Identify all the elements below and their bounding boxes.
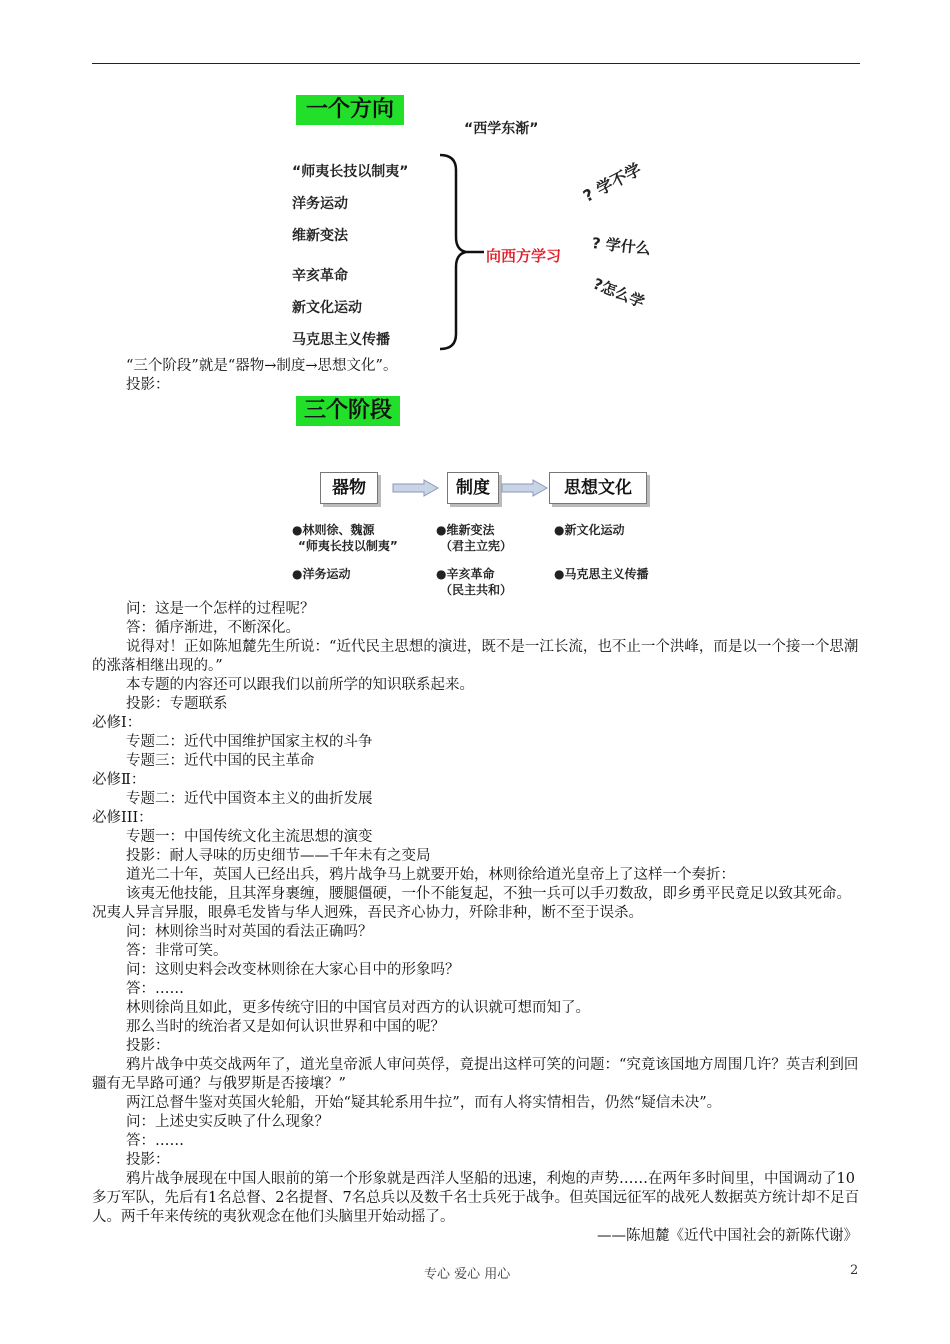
left-item: 辛亥革命 [292,268,348,284]
paragraph: 答：循序渐进，不断深化。 [126,620,300,636]
left-item: 维新变法 [292,228,348,244]
paragraph: 投影：耐人寻味的历史细节——千年未有之变局 [126,848,431,864]
left-item: 马克思主义传播 [292,332,390,348]
diagram1-title: 一个方向 [296,95,404,125]
paragraph: 道光二十年，英国人已经出兵，鸦片战争马上就要开始，林则徐给道光皇帝上了这样一个奏折： [126,867,735,883]
paragraph: 专题二：近代中国资本主义的曲折发展 [126,791,373,807]
paragraph: 问：这则史料会改变林则徐在大家心目中的形象吗？ [126,962,460,978]
left-item: 洋务运动 [292,196,348,212]
question-label: ?怎么学 [590,274,647,312]
paragraph: 本专题的内容还可以跟我们以前所学的知识联系起来。 [126,677,474,693]
paragraph: 投影： [126,1038,170,1054]
paragraph: 专题一：中国传统文化主流思想的演变 [126,829,373,845]
paragraph: 答：…… [126,981,184,997]
paragraph: 投影：专题联系 [126,696,228,712]
paragraph: 两江总督牛鉴对英国火轮船，开始“疑其轮系用牛拉”，而有人将实情相告，仍然“疑信未决”。 [126,1095,722,1111]
paragraph: 鸦片战争中英交战两年了，道光皇帝派人审问英俘，竟提出这样可笑的问题：“究竟该国地方周围几许？英吉利到回疆有无旱路可通？与俄罗斯是否接壤？” [92,1057,859,1092]
paragraph: 林则徐尚且如此，更多传统守旧的中国官员对西方的认识就可想而知了。 [126,1000,590,1016]
brace-icon [436,152,486,352]
page-number: 2 [850,1263,859,1278]
paragraph: 专题二：近代中国维护国家主权的斗争 [126,734,373,750]
paragraph: 问：这是一个怎样的过程呢？ [126,601,315,617]
stage-item: “师夷长技以制夷” [298,539,398,553]
stage-item: ●维新变法 [436,523,495,537]
paragraph: 问：上述史实反映了什么现象？ [126,1114,329,1130]
paragraph: 投影： [126,377,170,393]
arrow-right-icon [501,479,549,497]
stage-box: 思想文化 [549,472,647,504]
paragraph: 投影： [126,1152,170,1168]
paragraph: 鸦片战争展现在中国人眼前的第一个形象就是西洋人坚船的迅速，利炮的声势……在两年多时间里，中国调动了10多万军队，先后有1名总督、2名提督、7名总兵以及数千名士兵死于战争。但英国远征军的战死人数据英方统计却不足百人。两千年来传统的夷狄观念在他们头脑里开始动摇了。 [92,1171,860,1225]
paragraph: 答：…… [126,1133,184,1149]
stage-box: 器物 [320,472,378,504]
section-heading: 必修III： [92,810,153,826]
section-heading: 必修Ⅱ： [92,772,146,788]
paragraph: 说得对！正如陈旭麓先生所说：“近代民主思想的演进，既不是一江长流，也不止一个洪峰，而是以一个接一个思潮的涨落相继出现的。” [92,639,859,674]
paragraph: 该夷无他技能，且其浑身裹缠，腰腿僵硬，一仆不能复起，不独一兵可以手刃数敌，即乡勇平民竟足以致其死命。况夷人异言异服，眼鼻毛发皆与华人迥殊，吾民齐心协力，歼除非种，断不至于误杀。 [92,886,851,921]
arrow-right-icon [392,479,440,497]
stage-item: （君主立宪） [440,539,513,553]
footer-motto: 专心 爱心 用心 [424,1267,511,1282]
stage-box: 制度 [447,472,499,504]
diagram2-title: 三个阶段 [296,396,400,426]
paragraph: 问：林则徐当时对英国的看法正确吗？ [126,924,373,940]
left-item: “师夷长技以制夷” [292,164,409,180]
stage-item: （民主共和） [440,583,513,597]
question-label: ? 学什么 [591,234,652,259]
stage-item: ●林则徐、魏源 [292,523,375,537]
center-label: 向西方学习 [486,247,562,265]
paragraph: 那么当时的统治者又是如何认识世界和中国的呢？ [126,1019,445,1035]
left-item: 新文化运动 [292,300,362,316]
stage-item: ●辛亥革命 [436,567,495,581]
header-rule [92,63,860,64]
paragraph: 答：非常可笑。 [126,943,228,959]
stage-item: ●新文化运动 [554,523,625,537]
section-heading: 必修Ⅰ： [92,715,142,731]
diagram1-subtitle: “西学东渐” [464,121,539,137]
stage-item: ●洋务运动 [292,567,351,581]
paragraph: 专题三：近代中国的民主革命 [126,753,315,769]
citation: ——陈旭麓《近代中国社会的新陈代谢》 [597,1228,858,1244]
paragraph: “三个阶段”就是“器物→制度→思想文化”。 [126,358,398,374]
question-label: ? 学不学 [580,159,645,206]
stage-item: ●马克思主义传播 [554,567,649,581]
